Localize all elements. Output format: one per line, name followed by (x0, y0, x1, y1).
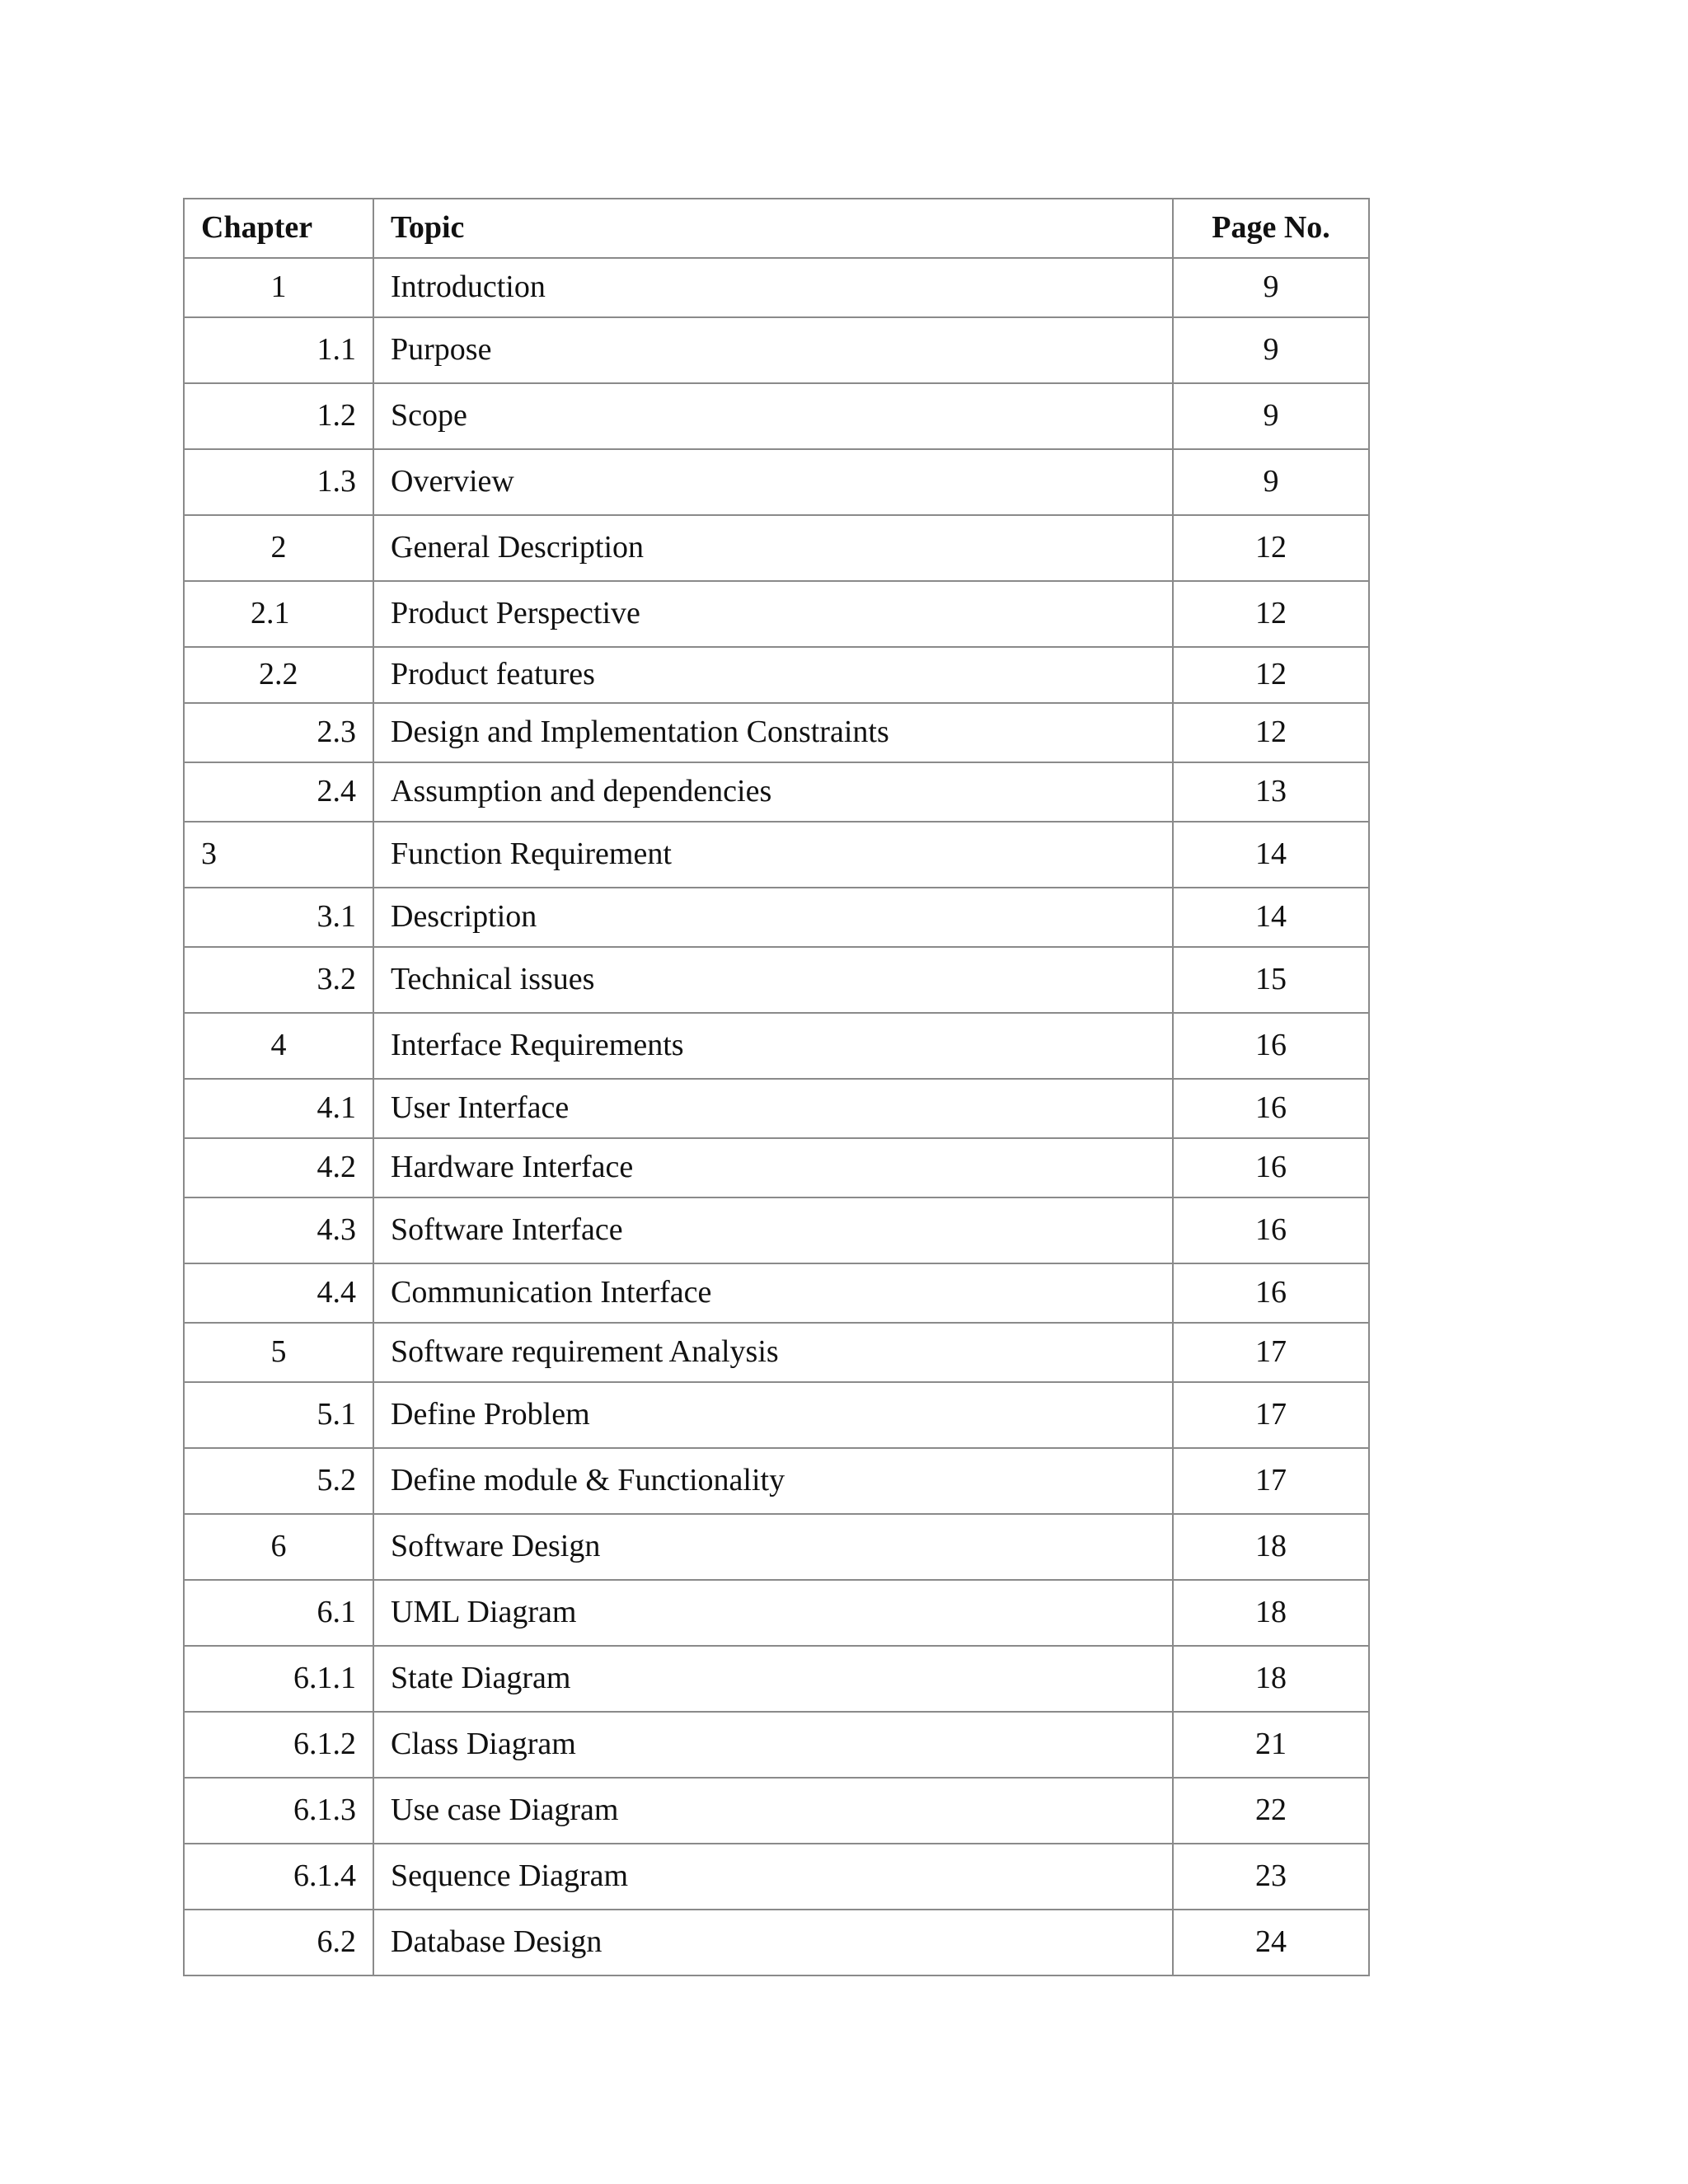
table-of-contents (183, 198, 1370, 1976)
chapter-number: 3.2 (184, 947, 373, 1013)
chapter-number: 5.1 (184, 1382, 373, 1448)
page-number: 12 (1173, 647, 1369, 703)
table-row (184, 1580, 1369, 1646)
topic-title: Product Perspective (373, 581, 1173, 647)
chapter-number: 1 (184, 258, 373, 317)
topic-title: Purpose (373, 317, 1173, 383)
topic-title: Communication Interface (373, 1263, 1173, 1323)
topic-title: Database Design (373, 1910, 1173, 1975)
table-row (184, 1448, 1369, 1514)
table-row (184, 515, 1369, 581)
chapter-number: 6.1.2 (184, 1712, 373, 1778)
page-number: 16 (1173, 1079, 1369, 1138)
topic-title: State Diagram (373, 1646, 1173, 1712)
table-row (184, 258, 1369, 317)
header-chapter: Chapter (184, 199, 373, 258)
table-row (184, 581, 1369, 647)
header-topic: Topic (373, 199, 1173, 258)
chapter-number: 3.1 (184, 888, 373, 947)
chapter-number: 6.1.4 (184, 1844, 373, 1910)
table-row (184, 822, 1369, 888)
table-row (184, 1382, 1369, 1448)
table-row (184, 1844, 1369, 1910)
page-number: 14 (1173, 888, 1369, 947)
table-row (184, 1778, 1369, 1844)
page-number: 9 (1173, 317, 1369, 383)
topic-title: Technical issues (373, 947, 1173, 1013)
topic-title: Overview (373, 449, 1173, 515)
topic-title: Assumption and dependencies (373, 762, 1173, 822)
topic-title: Hardware Interface (373, 1138, 1173, 1197)
page-number: 12 (1173, 703, 1369, 762)
page-number: 15 (1173, 947, 1369, 1013)
page-number: 18 (1173, 1580, 1369, 1646)
topic-title: Define module & Functionality (373, 1448, 1173, 1514)
page-number: 9 (1173, 258, 1369, 317)
chapter-number: 4.2 (184, 1138, 373, 1197)
chapter-number: 2.2 (184, 647, 373, 703)
topic-title: UML Diagram (373, 1580, 1173, 1646)
chapter-number: 1.3 (184, 449, 373, 515)
chapter-number: 2.4 (184, 762, 373, 822)
page-number: 22 (1173, 1778, 1369, 1844)
chapter-number: 6.2 (184, 1910, 373, 1975)
topic-title: Product features (373, 647, 1173, 703)
page-number: 21 (1173, 1712, 1369, 1778)
chapter-number: 6.1 (184, 1580, 373, 1646)
topic-title: Software requirement Analysis (373, 1323, 1173, 1382)
topic-title: General Description (373, 515, 1173, 581)
topic-title: Use case Diagram (373, 1778, 1173, 1844)
page-number: 17 (1173, 1382, 1369, 1448)
chapter-number: 1.2 (184, 383, 373, 449)
table-header-row (184, 199, 1369, 258)
table-row (184, 762, 1369, 822)
table-row (184, 647, 1369, 703)
table-row (184, 703, 1369, 762)
topic-title: User Interface (373, 1079, 1173, 1138)
page-number: 23 (1173, 1844, 1369, 1910)
table-row (184, 383, 1369, 449)
chapter-number: 4.1 (184, 1079, 373, 1138)
topic-title: Introduction (373, 258, 1173, 317)
chapter-number: 1.1 (184, 317, 373, 383)
page-number: 13 (1173, 762, 1369, 822)
page-number: 9 (1173, 383, 1369, 449)
page-number: 24 (1173, 1910, 1369, 1975)
topic-title: Software Interface (373, 1197, 1173, 1263)
page-number: 17 (1173, 1448, 1369, 1514)
table-row (184, 1712, 1369, 1778)
chapter-number: 2.3 (184, 703, 373, 762)
topic-title: Function Requirement (373, 822, 1173, 888)
table-row (184, 1079, 1369, 1138)
table-row (184, 1197, 1369, 1263)
chapter-number: 2.1 (184, 581, 373, 647)
chapter-number: 5 (184, 1323, 373, 1382)
chapter-number: 3 (184, 822, 373, 888)
page-number: 14 (1173, 822, 1369, 888)
topic-title: Interface Requirements (373, 1013, 1173, 1079)
page-number: 9 (1173, 449, 1369, 515)
chapter-number: 4.3 (184, 1197, 373, 1263)
page-number: 12 (1173, 581, 1369, 647)
table-row (184, 1514, 1369, 1580)
page-number: 16 (1173, 1013, 1369, 1079)
page-number: 12 (1173, 515, 1369, 581)
table-row (184, 449, 1369, 515)
topic-title: Sequence Diagram (373, 1844, 1173, 1910)
topic-title: Scope (373, 383, 1173, 449)
table-row (184, 888, 1369, 947)
chapter-number: 6.1.1 (184, 1646, 373, 1712)
table-row (184, 1138, 1369, 1197)
topic-title: Design and Implementation Constraints (373, 703, 1173, 762)
topic-title: Define Problem (373, 1382, 1173, 1448)
chapter-number: 2 (184, 515, 373, 581)
page-number: 16 (1173, 1197, 1369, 1263)
topic-title: Class Diagram (373, 1712, 1173, 1778)
chapter-number: 6 (184, 1514, 373, 1580)
table-row (184, 317, 1369, 383)
table-row (184, 1013, 1369, 1079)
page-number: 18 (1173, 1646, 1369, 1712)
page-number: 16 (1173, 1263, 1369, 1323)
page-number: 17 (1173, 1323, 1369, 1382)
chapter-number: 6.1.3 (184, 1778, 373, 1844)
header-page-no: Page No. (1173, 199, 1369, 258)
chapter-number: 5.2 (184, 1448, 373, 1514)
chapter-number: 4 (184, 1013, 373, 1079)
table-row (184, 1263, 1369, 1323)
topic-title: Description (373, 888, 1173, 947)
topic-title: Software Design (373, 1514, 1173, 1580)
chapter-number: 4.4 (184, 1263, 373, 1323)
page-number: 18 (1173, 1514, 1369, 1580)
table-row (184, 947, 1369, 1013)
table-row (184, 1646, 1369, 1712)
page-number: 16 (1173, 1138, 1369, 1197)
table-row (184, 1323, 1369, 1382)
table-row (184, 1910, 1369, 1975)
